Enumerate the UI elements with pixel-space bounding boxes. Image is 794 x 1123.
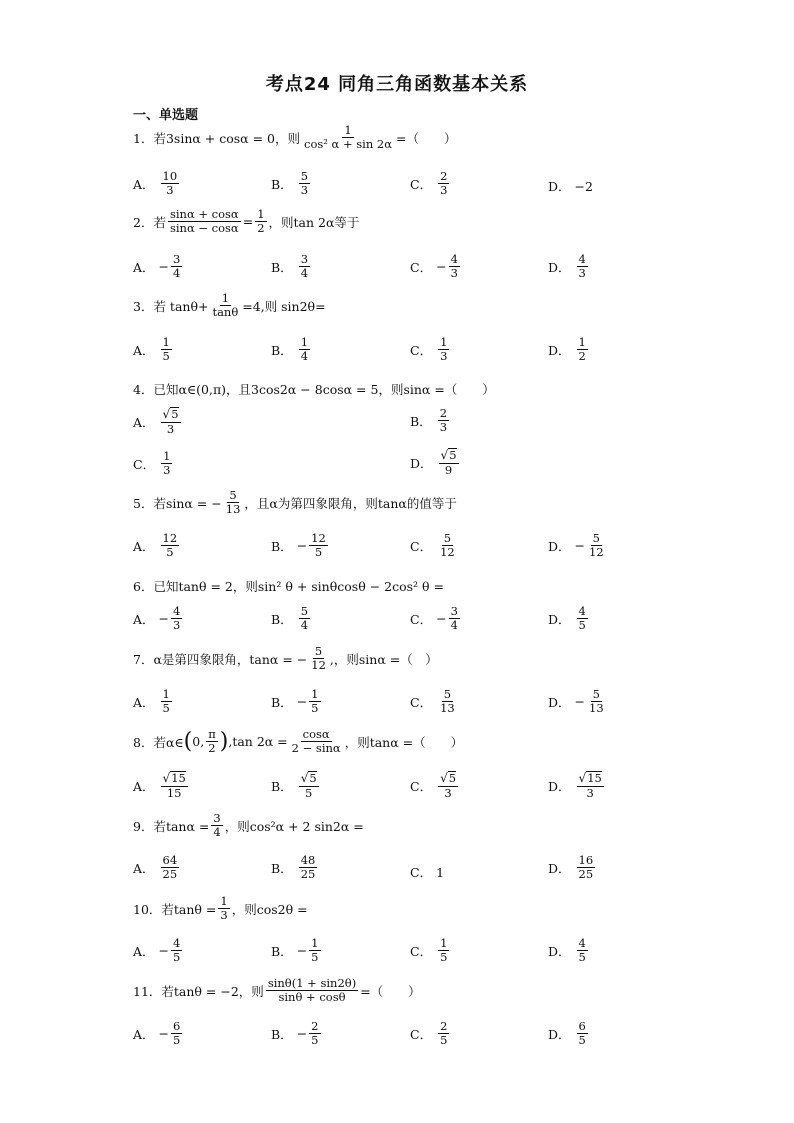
question-10: 10． 若tanθ = $\frac{1}{3}$ ，则cos2θ =: [133, 894, 308, 923]
page-title: 考点24 同角三角函数基本关系: [265, 74, 529, 95]
option-d[interactable]: D． $\frac{4}{5}$: [548, 936, 586, 965]
option-c[interactable]: C． $\frac{5}{12}$: [410, 531, 455, 560]
question-11: 11． 若tanθ = −2，则 $\frac{\sin\theta(1 + \sin 2\theta)}{\sin\theta + \cos\theta}$ =（ ）: [133, 976, 421, 1005]
option-a[interactable]: A． $\frac{1}{5}$: [133, 687, 170, 716]
question-5: 5． 若sinα = − $\frac{5}{13}$ ，且α为第四象限角，则tanα的值等于: [133, 488, 457, 517]
question-4: 4． 已知α∈(0,π)，且3cos2α − 8cosα = 5，则sinα =（ ）: [133, 382, 495, 397]
option-d[interactable]: D． −2: [548, 178, 593, 194]
section-heading: 一、单选题: [133, 108, 199, 123]
question-6: 6． 已知tanθ = 2，则sin² θ + sinθcosθ − 2cos² θ =: [133, 579, 444, 594]
option-d[interactable]: D． $\frac{6}{5}$: [548, 1019, 586, 1048]
option-c[interactable]: C． $\frac{1}{3}$: [410, 335, 448, 364]
option-c[interactable]: C． $\frac{1}{3}$: [133, 449, 171, 478]
option-b[interactable]: B． $\frac{1}{4}$: [271, 335, 309, 364]
option-a[interactable]: A． − $\frac{4}{3}$: [133, 604, 181, 633]
option-b[interactable]: B． $\frac{2}{3}$: [410, 406, 448, 435]
question-text-end: =（ ）: [395, 130, 457, 146]
option-d[interactable]: D． $\frac{4}{3}$: [548, 252, 586, 281]
option-d[interactable]: D． $\frac{4}{5}$: [548, 604, 586, 633]
question-3: 3． 若 tanθ+ $\frac{1}{\tan\theta}$ =4,则 sin2θ=: [133, 291, 326, 320]
option-d[interactable]: D． − $\frac{5}{12}$: [548, 531, 604, 560]
option-c[interactable]: C． $\frac{√5}{3}$: [410, 771, 457, 800]
question-9: 9． 若tanα = $\frac{3}{4}$ ，则cos²α + 2 sin2α =: [133, 811, 364, 840]
option-c[interactable]: C． $\frac{2}{3}$: [410, 169, 448, 198]
option-b[interactable]: B． − $\frac{1}{5}$: [271, 687, 319, 716]
question-2: 2． 若 $\frac{\sin\alpha + \cos\alpha}{\sin\alpha - \cos\alpha}$ = $\frac{1}{2}$ ，则tan 2α等于: [133, 207, 360, 236]
question-1: [133, 124, 456, 151]
option-a[interactable]: A． − $\frac{3}{4}$: [133, 252, 181, 281]
option-d[interactable]: D． $\frac{√5}{9}$: [410, 448, 457, 477]
option-a[interactable]: A． $\frac{√15}{15}$: [133, 771, 186, 800]
option-b[interactable]: B． $\frac{√5}{5}$: [271, 771, 317, 800]
option-d[interactable]: D． $\frac{√15}{3}$: [548, 771, 602, 800]
question-number: 1．: [133, 130, 154, 146]
option-a[interactable]: A． $\frac{√5}{3}$: [133, 407, 179, 436]
fraction: $\frac{1}{\text{cos² α + sin 2α}}$: [304, 123, 392, 152]
option-a[interactable]: A． $\frac{10}{3}$: [133, 169, 178, 198]
question-8: 8． 若α∈ ( 0, $\frac{\pi}{2}$ ) ,tan 2α = $\frac{\cos\alpha}{2 - \sin\alpha}$ ，则tanα =（ ）: [133, 727, 464, 756]
option-b[interactable]: B． $\frac{5}{3}$: [271, 169, 309, 198]
option-c[interactable]: C． $\frac{1}{5}$: [410, 936, 448, 965]
option-d[interactable]: D． $\frac{16}{25}$: [548, 853, 594, 882]
question-number: 2．: [133, 214, 154, 230]
option-b[interactable]: B． − $\frac{12}{5}$: [271, 531, 326, 560]
option-c[interactable]: C． $\frac{5}{13}$: [410, 687, 455, 716]
option-a[interactable]: A． $\frac{12}{5}$: [133, 531, 178, 560]
option-b[interactable]: B． $\frac{5}{4}$: [271, 604, 309, 633]
option-a[interactable]: A． − $\frac{4}{5}$: [133, 936, 181, 965]
option-b[interactable]: B． $\frac{3}{4}$: [271, 252, 309, 281]
option-b[interactable]: B． $\frac{48}{25}$: [271, 853, 316, 882]
option-b[interactable]: B． − $\frac{2}{5}$: [271, 1019, 319, 1048]
question-text: 若: [153, 214, 166, 230]
option-d[interactable]: D． − $\frac{5}{13}$: [548, 687, 604, 716]
fraction: $\frac{\sin\alpha + \cos\alpha}{\sin\alpha - \cos\alpha}$: [169, 207, 239, 236]
option-a[interactable]: A． $\frac{64}{25}$: [133, 853, 178, 882]
option-c[interactable]: C． 1: [410, 864, 445, 880]
option-d[interactable]: D． $\frac{1}{2}$: [548, 335, 586, 364]
option-a[interactable]: A． $\frac{1}{5}$: [133, 335, 170, 364]
option-c[interactable]: C． − $\frac{4}{3}$: [410, 252, 458, 281]
option-c[interactable]: C． $\frac{2}{5}$: [410, 1019, 448, 1048]
option-a[interactable]: A． − $\frac{6}{5}$: [133, 1019, 181, 1048]
option-b[interactable]: B． − $\frac{1}{5}$: [271, 936, 319, 965]
option-c[interactable]: C． − $\frac{3}{4}$: [410, 604, 458, 633]
question-text: 若3sinα + cosα = 0，则: [153, 130, 300, 146]
question-7: 7． α是第四象限角，tanα = − $\frac{5}{12}$ ,，则sinα =（ ）: [133, 644, 438, 673]
